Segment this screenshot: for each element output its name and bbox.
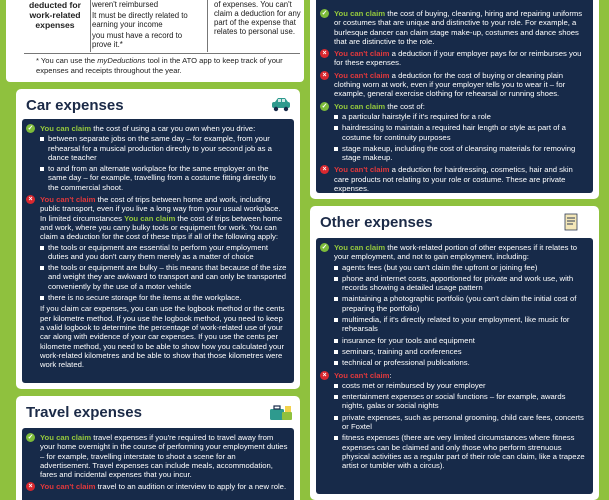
cross-icon: × (320, 371, 329, 380)
cant-claim-label: You can't claim (334, 70, 390, 80)
table-divider (207, 0, 208, 52)
section-title: Other expenses (320, 214, 433, 231)
suitcase-icon (268, 404, 294, 422)
bullet-item: hairdressing to maintain a required hair length or style as part of a costume for continuity purposes (334, 123, 587, 142)
receipt-icon (564, 213, 578, 231)
footnote-app-name: myDeductions (97, 56, 146, 65)
logbook-paragraph: If you claim car expenses, you can use the logbook method or the cents per kilometre method. If you use the logbook method, you need to keep a valid logbook to determine the percentage of work-related use of your car along with evidence of your car expenses. If you use the cents per kilometre method, you need to be able to show how you calculated your work-related kilometres and be able to show that those kilometres were work related. (40, 304, 285, 370)
bullet-item: between separate jobs on the same day – for example, from your rehearsal for a musical production directly to your second job as a dance teacher (40, 134, 288, 162)
claim-text: travel expenses if you're required to travel away from your home overnight in the course of performing your employment duties – for example, travelling interstate to shoot a scene for an advertisement. Travel expenses can include meals, accommodation, fares and incidental expenses that you incur. (40, 433, 288, 480)
cross-icon: × (26, 195, 35, 204)
cant-claim-item (322, 70, 587, 99)
can-claim-label: You can claim (40, 433, 92, 442)
travel-expenses-card (16, 396, 300, 500)
clothing-expenses-card (310, 0, 599, 199)
car-expenses-panel (22, 119, 294, 383)
can-claim-label: You can claim (124, 213, 176, 223)
bullet-item: a particular hairstyle if it's required for a role (334, 112, 587, 121)
summary-col1-line: work-related (29, 10, 81, 20)
can-claim-label: You can claim (334, 9, 386, 18)
car-icon (270, 96, 292, 112)
check-icon: ✓ (321, 10, 328, 17)
bullet-item: private expenses, such as personal grooming, child care fees, concerts or Foxtel (334, 413, 587, 432)
cross-icon: × (320, 71, 329, 80)
summary-col2 (92, 0, 200, 51)
check-icon: ✓ (321, 102, 328, 110)
bullet-item: there is no secure storage for the items at the workplace. (40, 293, 288, 302)
summary-col2-row: weren't reimbursed (92, 0, 159, 9)
other-expenses-card (310, 206, 599, 500)
footnote-text: * You can use the (36, 56, 98, 65)
claim-text: the work-related portion of other expenses if it relates to your employment, and not to gain employment, including: (334, 243, 577, 262)
cross-icon: × (26, 482, 35, 491)
check-icon: ✓ (321, 244, 328, 251)
clothing-expenses-panel (316, 0, 593, 193)
cant-claim-item (322, 370, 587, 471)
claim-text: the cost of trips between home and work, including public transport, even if you live a long way from your usual workplace. In limited circumstances (40, 195, 281, 223)
cross-icon: × (320, 165, 329, 174)
claim-text: travel to an audition or interview to apply for a new role. (95, 482, 287, 492)
section-title: Car expenses (26, 97, 124, 114)
bullet-item: the tools or equipment are essential to perform your employment duties and you don't carry them merely as a matter of choice (40, 243, 288, 262)
bullet-item: the tools or equipment are bulky – this means that because of the size and weight they are awkward to transport and can only be transported conveniently by the use of a motor vehicle (40, 263, 288, 291)
claim-text: a deduction for hairdressing, cosmetics, hair and skin care products not relating to your role or costume. These are private expenses. (334, 165, 573, 194)
car-expenses-card (16, 89, 300, 389)
cant-claim-label: You can't claim (40, 482, 96, 492)
claim-text: : (389, 370, 392, 380)
can-claim-label: You can claim (40, 124, 92, 133)
table-divider (24, 53, 300, 54)
bullet-item: phone and internet costs, apportioned for private and work use, with records showing a detailed usage pattern (334, 274, 587, 293)
footnote (36, 56, 298, 75)
summary-col1 (24, 0, 86, 30)
check-icon: ✓ (27, 125, 34, 132)
summary-col3 (214, 0, 310, 38)
claim-item (321, 9, 587, 46)
summary-col1-line: deducted for (28, 0, 82, 10)
summary-col1-line: expenses (35, 20, 75, 30)
cant-claim-label: You can't claim (334, 165, 390, 175)
claim-text: the cost of: (385, 101, 425, 111)
travel-expenses-panel (22, 428, 294, 500)
claim-item (321, 243, 587, 368)
summary-table (24, 0, 304, 54)
bullet-item: agents fees (but you can't claim the upfront or joining fee) (334, 263, 587, 272)
cant-claim-item (322, 49, 587, 68)
table-divider (90, 0, 91, 52)
cant-claim-label: You can't claim (40, 195, 96, 205)
cant-claim-label: You can't claim (334, 370, 390, 380)
cant-claim-label: You can't claim (334, 49, 390, 59)
claim-text: a deduction for the cost of buying or cleaning plain clothing worn at work, even if your employer tells you to wear it – for example, general exercise clothing for rehearsal or running shoes. (334, 70, 566, 99)
summary-col3-row: of expenses. You can't claim a deduction for any part of the expense that relates to personal use. (214, 0, 301, 36)
summary-col2-row: you must have a record to prove it.* (92, 31, 183, 49)
bullet-item: fitness expenses (there are very limited circumstances where fitness expenses can be claimed and only those who perform strenuous physical activities as a regular part of their role can claim, like a trapeze artist or tumbler with a circus). (334, 433, 587, 470)
cant-claim-item (28, 482, 288, 492)
section-title: Travel expenses (26, 404, 142, 421)
bullet-item: stage makeup, including the cost of cleansing materials for removing stage makeup. (334, 144, 587, 163)
claim-item (27, 433, 288, 480)
claim-item (27, 124, 288, 192)
claim-text: a deduction if your employer pays for or reimburses you for these expenses. (334, 49, 582, 68)
other-expenses-panel (316, 238, 593, 494)
bullet-item: insurance for your tools and equipment (334, 336, 587, 345)
top-table-card (6, 0, 304, 82)
claim-text: the cost of buying, cleaning, hiring and repairing uniforms or costumes that are unique and distinctive to your role. For example, a burlesque dancer can claim stage make-up, costumes and dance shoes that are distinctive to the role. (334, 9, 583, 46)
cross-icon: × (320, 49, 329, 58)
bullet-item: to and from an alternate workplace for the same employer on the same day – for example, travelling from a costume fitting directly to the commercial shoot. (40, 164, 288, 192)
bullet-item: technical or professional publications. (334, 358, 587, 367)
claim-text: the cost of using a car you own when you drive: (91, 124, 256, 133)
footnote-text: tool in the ATO app to keep track of your expenses and receipts throughout the year. (36, 56, 283, 75)
bullet-item: seminars, training and conferences (334, 347, 587, 356)
bullet-item: entertainment expenses or social functions – for example, awards nights, galas or social nights (334, 392, 587, 411)
cant-claim-item (28, 195, 288, 370)
claim-item (321, 101, 587, 163)
cant-claim-item (322, 165, 587, 194)
bullet-item: multimedia, if it's directly related to your employment, like music for rehearsals (334, 315, 587, 334)
bullet-item: costs met or reimbursed by your employer (334, 381, 587, 390)
bullet-item: maintaining a photographic portfolio (you can't claim the initial cost of preparing the portfolio) (334, 294, 587, 313)
summary-col2-row: It must be directly related to earning your income (92, 11, 188, 29)
claim-text: the cost of trips between home and work, where you carry bulky tools or equipment for work. You can claim a deduction for the cost of these trips if all of the following apply: (40, 213, 283, 242)
can-claim-label: You can claim (334, 101, 386, 111)
check-icon: ✓ (27, 434, 34, 441)
can-claim-label: You can claim (334, 243, 386, 252)
